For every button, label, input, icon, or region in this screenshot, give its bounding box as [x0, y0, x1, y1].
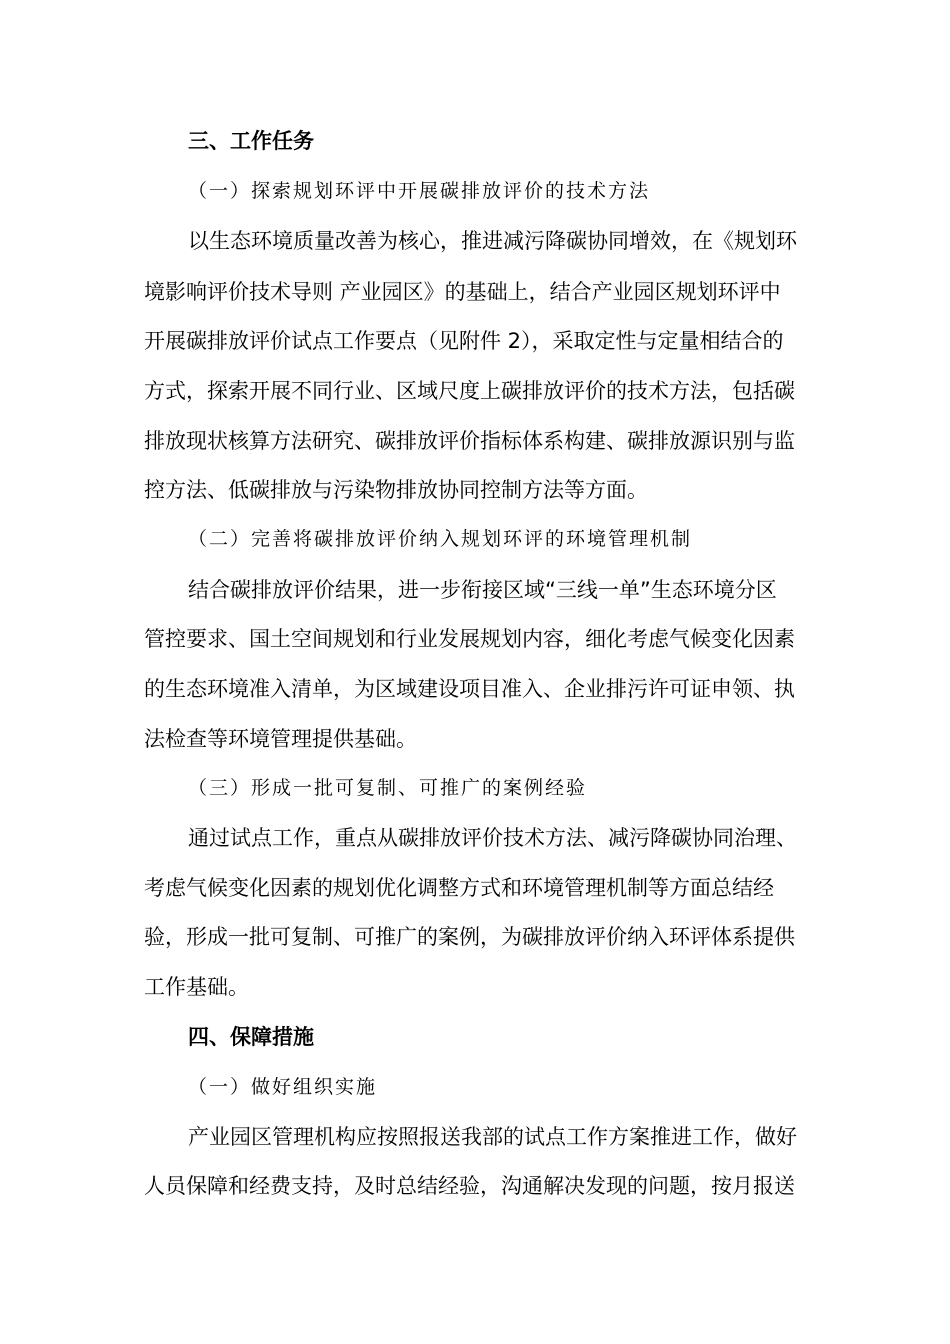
paragraph-line: 管控要求、国土空间规划和行业发展规划内容，细化考虑气候变化因素 [144, 627, 795, 651]
subsection-heading-3: （三）形成一批可复制、可推广的案例经验 [188, 777, 588, 799]
paragraph-line: 法检查等环境管理提供基础。 [144, 727, 417, 751]
subsection-heading-2: （二）完善将碳排放评价纳入规划环评的环境管理机制 [188, 528, 693, 550]
paragraph-line: 产业园区管理机构应按照报送我部的试点工作方案推进工作，做好 [188, 1125, 797, 1149]
paragraph-line: 结合碳排放评价结果，进一步衔接区域“三线一单”生态环境分区 [188, 578, 777, 602]
paragraph-line: 境影响评价技术导则 产业园区》的基础上，结合产业园区规划环评中 [144, 280, 781, 304]
section-heading-safeguards: 四、保障措施 [188, 1025, 314, 1049]
paragraph-line: 以生态环境质量改善为核心，推进减污降碳协同增效，在《规划环 [188, 229, 797, 253]
paragraph-line: 方式，探索开展不同行业、区域尺度上碳排放评价的技术方法，包括碳 [144, 379, 795, 403]
paragraph-line: 验，形成一批可复制、可推广的案例，为碳排放评价纳入环评体系提供 [144, 925, 795, 949]
paragraph-line: 的生态环境准入清单，为区域建设项目准入、企业排污许可证申领、执 [144, 677, 795, 701]
paragraph-line: 开展碳排放评价试点工作要点（见附件 2），采取定性与定量相结合的 [144, 329, 784, 353]
paragraph-line: 排放现状核算方法研究、碳排放评价指标体系构建、碳排放源识别与监 [144, 429, 795, 453]
paragraph-line: 工作基础。 [144, 975, 249, 999]
subsection-heading-1: （一）探索规划环评中开展碳排放评价的技术方法 [188, 180, 651, 202]
paragraph-line: 考虑气候变化因素的规划优化调整方式和环境管理机制等方面总结经 [144, 876, 774, 900]
paragraph-line: 通过试点工作，重点从碳排放评价技术方法、减污降碳协同治理、 [188, 826, 797, 850]
section-heading-work-tasks: 三、工作任务 [188, 129, 314, 153]
subsection-heading-4: （一）做好组织实施 [188, 1076, 378, 1098]
paragraph-line: 人员保障和经费支持，及时总结经验，沟通解决发现的问题，按月报送 [144, 1174, 795, 1198]
paragraph-line: 控方法、低碳排放与污染物排放协同控制方法等方面。 [144, 478, 648, 502]
